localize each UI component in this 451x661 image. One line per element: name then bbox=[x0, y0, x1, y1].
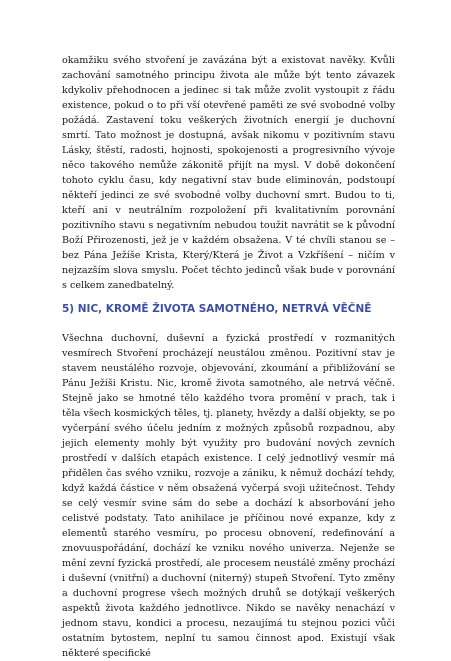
section-heading: 5) NIC, KROMĚ ŽIVOTA SAMOTNÉHO, NETRVÁ VĚČNĚ bbox=[62, 303, 372, 315]
paragraph-1: okamžiku svého stvoření je zavázána být a existovat navěky. Kvůli zachování samotného principu života ale může být tento závazek kdykoliv přehodnocen a jedinec si tak může zvolit vystoupit z řádu existence, pokud o to při vší otevřené paměti ze své svobodné volby požádá. Zastavení toku veškerých životních energií je duchovní smrtí. Tato možnost je dostupná, avšak nikomu v pozitivním stavu Lásky, štěstí, radosti, hojnosti, spokojenosti a progresivního vývoje něco takového nemůže zákonitě přijít na mysl. V době dokončení tohoto cyklu času, kdy negativní stav bude eliminován, podstoupí někteří jedinci ze své svobodné volby duchovní smrt. Budou to ti, kteří ani v neutrálním rozpoložení při kvalitativním porovnání pozitivního stavu s negativním nebudou toužit navrátit se k původní Boží Přirozenosti, jež je v každém obsažena. V té chvíli stanou se – bez Pána Ježíše Krista, Který/Která je Život a Vzkříšení – ničím v nejzazším slova smyslu. Počet těchto jedinců však bude v porovnání s celkem zanedbatelný. bbox=[62, 55, 395, 291]
paragraph-2: Všechna duchovní, duševní a fyzická prostředí v rozmanitých vesmírech Stvoření procházejí neustálou změnou. Pozitivní stav je stavem neustálého rozvoje, objevování, zkoumání a přibližování se Pánu Ježíši Kristu. Nic, kromě života samotného, ale netrvá věčně. Stejně jako se hmotné tělo každého tvora promění v prach, tak i těla všech kosmických těles, tj. planety, hvězdy a další objekty, se po vyčerpání svého účelu jedním z možných způsobů rozpadnou, aby jejich elementy mohly být využity pro budování nových zevních prostředí v dalších etapách existence. I celý jednotlivý vesmír má přidělen čas svého vzniku, rozvoje a zániku, k němuž dochází tehdy, když každá částice v něm obsažená vyčerpá svoji užitečnost. Tehdy se celý vesmír svine sám do sebe a dochází k absorbování jeho celistvé podstaty. Tato anihilace je příčinou nové expanze, kdy z elementů starého vesmíru, po procesu obnovení, redefinování a znovuuspořádání, dochází ke vzniku nového univerza. Nejenže se mění zevní fyzická prostředí, ale procesem neustálé změny prochází i duševní (vnitřní) a duchovní (niterný) stupeň Stvoření. Tyto změny a duchovní progrese všech možných druhů se dotýkají veškerých aspektů života každého jednotlivce. Nikdo se navěky nenachází v jednom stavu, kondici a procesu, nezaujímá tu stejnou pozici vůči ostatním bytostem, neplní tu samou činnost apod. Existují však některé specifické bbox=[62, 333, 395, 659]
